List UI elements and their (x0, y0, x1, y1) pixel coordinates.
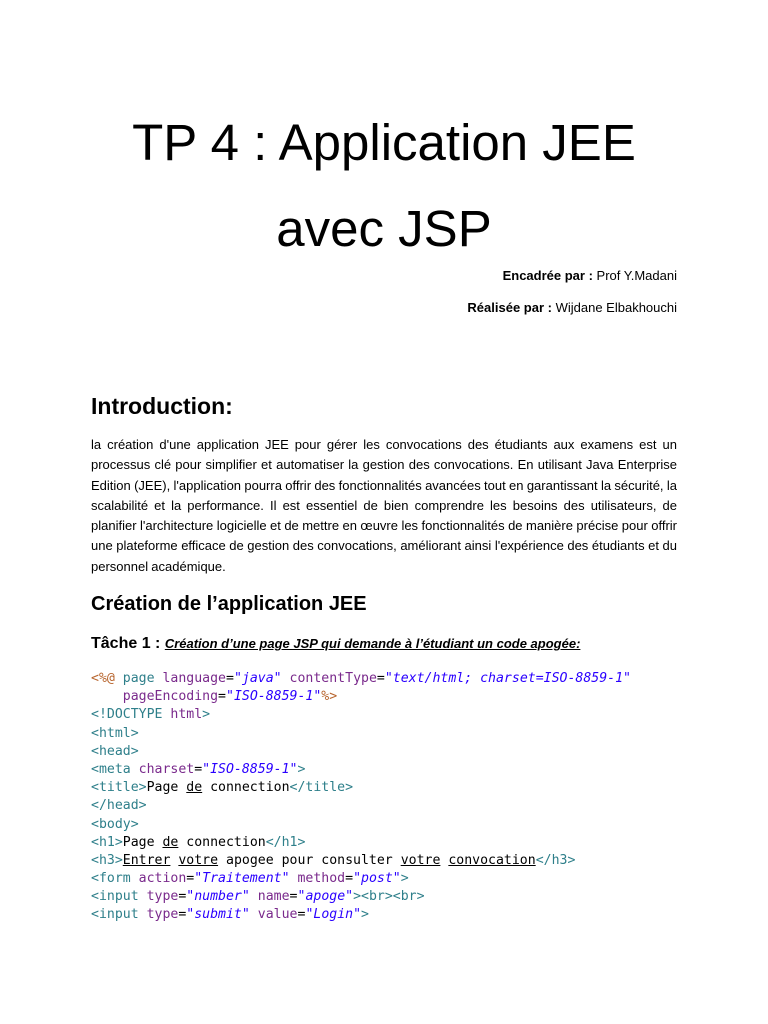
code-token: <form (91, 871, 139, 887)
creation-heading: Création de l’application JEE (91, 593, 367, 615)
author-label: Réalisée par : (467, 300, 552, 315)
code-token: "submit" (186, 907, 250, 923)
code-token: <%@ (91, 671, 115, 686)
code-token: > (361, 907, 369, 923)
code-token: <input (91, 889, 147, 905)
code-token: </h1> (265, 834, 306, 850)
code-token: = (345, 871, 354, 887)
code-token: Entrer (122, 852, 171, 868)
code-token: <html> (91, 725, 139, 741)
code-token (250, 907, 258, 922)
code-line (91, 725, 631, 743)
code-token: > (202, 707, 211, 723)
task-description: Création d’une page JSP qui demande à l’étudiant un code apogée: (164, 636, 581, 651)
code-token: de (186, 780, 203, 796)
code-token: <head> (91, 743, 139, 759)
author-line (467, 300, 677, 316)
code-line (91, 834, 631, 852)
code-token: contentType (289, 671, 377, 686)
code-token: "Login" (305, 907, 362, 923)
code-token: <h3> (91, 852, 123, 868)
code-token: connection (202, 780, 290, 796)
code-token: Page (122, 834, 163, 850)
code-token: > (400, 871, 409, 887)
code-token: = (218, 689, 226, 705)
code-line (91, 816, 631, 834)
code-line (91, 906, 631, 924)
code-token: %> (321, 689, 338, 705)
code-line (91, 870, 631, 888)
code-token (282, 671, 290, 686)
code-token (91, 689, 123, 704)
code-token: Page (146, 780, 187, 796)
code-line (91, 797, 631, 815)
code-token: <!DOCTYPE (91, 707, 171, 723)
introduction-paragraph: la création d'une application JEE pour gérer les convocations des étudiants aux examens est un processus clé pour simplifier et automatiser la gestion des convocations. En utilisant Java Enterprise Edition (JEE), l'application pourra offrir des fonctionnalités avancées tout en garantissant la sécurité, la scalabilité et la performance. Il est essentiel de bien comprendre les besoins des utilisateurs, de planifier l'architecture logicielle et de mettre en œuvre les fonctionnalités de manière précise pour offrir une plateforme efficace de gestion des convocations, améliorant ainsi l'expérience des étudiants et du personnel académique. (91, 437, 677, 574)
code-token: language (162, 671, 226, 686)
supervisor-name: Prof Y.Madani (596, 268, 677, 283)
code-line (91, 779, 631, 797)
code-token: pageEncoding (122, 689, 219, 705)
code-token: convocation (448, 852, 536, 868)
code-line (91, 888, 631, 906)
code-token: "post" (353, 871, 401, 887)
code-token: = (186, 871, 195, 887)
code-token: <meta (91, 761, 139, 777)
code-token: de (162, 834, 179, 850)
code-token: votre (178, 852, 219, 868)
code-token: page (114, 671, 163, 686)
code-line (91, 852, 631, 870)
code-token: type (146, 889, 179, 905)
code-token: = (289, 889, 298, 905)
supervisor-line (503, 268, 677, 284)
code-line (91, 670, 631, 688)
code-token: "ISO-8859-1" (202, 761, 298, 777)
code-token: "ISO-8859-1" (226, 689, 322, 705)
code-token: = (178, 889, 187, 905)
code-token: "java" (233, 671, 282, 686)
code-token: = (178, 907, 187, 923)
code-token: connection (178, 834, 266, 850)
code-token (250, 889, 258, 904)
code-token: = (194, 761, 203, 777)
code-token: <title> (91, 780, 147, 796)
title-line-1: TP 4 : Application JEE (132, 114, 636, 171)
code-token: "apoge" (297, 889, 354, 905)
code-token: = (376, 671, 385, 686)
code-token: method (297, 871, 346, 887)
author-name: Wijdane Elbakhouchi (555, 300, 677, 315)
code-token: </head> (91, 798, 147, 814)
code-token: </h3> (535, 852, 576, 868)
code-token: charset (138, 761, 195, 777)
code-token: type (146, 907, 179, 923)
title-line-2: avec JSP (276, 200, 492, 257)
code-line (91, 743, 631, 761)
code-token: = (226, 671, 234, 686)
code-token: "text/html; charset=ISO-8859-1" (384, 671, 631, 686)
code-token: ><br><br> (353, 889, 425, 905)
code-line (91, 706, 631, 724)
code-token: > (297, 761, 306, 777)
introduction-heading: Introduction: (91, 393, 233, 419)
code-token: <h1> (91, 834, 123, 850)
code-listing (91, 670, 631, 925)
task-label: Tâche 1 : (91, 635, 161, 652)
code-token: action (138, 871, 187, 887)
code-token: votre (400, 852, 441, 868)
task-1 (91, 633, 580, 655)
code-token: </title> (289, 780, 354, 796)
code-token: name (257, 889, 290, 905)
code-line (91, 761, 631, 779)
code-token: = (297, 907, 306, 923)
code-token: <body> (91, 816, 139, 832)
code-token: "Traitement" (194, 871, 290, 887)
code-token: apogee pour consulter (218, 852, 401, 868)
supervisor-label: Encadrée par : (502, 268, 593, 283)
code-token: <input (91, 907, 147, 923)
code-token: html (170, 707, 203, 723)
document-title (0, 100, 768, 272)
code-token: "number" (186, 889, 250, 905)
code-token: value (257, 907, 298, 923)
code-line (91, 688, 631, 706)
